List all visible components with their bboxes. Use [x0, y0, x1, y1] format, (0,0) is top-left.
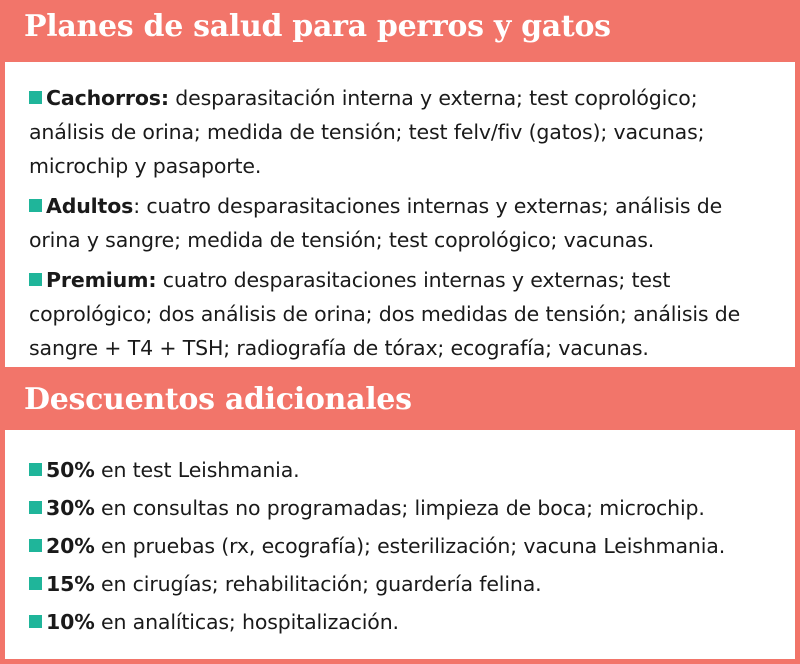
plan-item-cachorros [29, 81, 773, 183]
square-bullet-icon [29, 273, 42, 286]
discount-item [29, 567, 773, 601]
discount-percent: 50% [46, 458, 95, 482]
discount-percent: 30% [46, 496, 95, 520]
square-bullet-icon [29, 463, 42, 476]
discount-percent: 20% [46, 534, 95, 558]
discount-text: en pruebas (rx, ecografía); esterilización; vacuna Leishmania. [94, 534, 726, 558]
plan-text: : cuatro desparasitaciones internas y externas; análisis de orina y sangre; medida de tensión; test coprológico; vacunas. [29, 194, 723, 252]
discount-percent: 15% [46, 572, 95, 596]
discounts-panel [5, 430, 795, 659]
plan-lead: Premium: [46, 268, 157, 292]
square-bullet-icon [29, 199, 42, 212]
discount-text: en cirugías; rehabilitación; guardería felina. [94, 572, 542, 596]
square-bullet-icon [29, 577, 42, 590]
discount-text: en test Leishmania. [94, 458, 300, 482]
plan-lead: Adultos [46, 194, 134, 218]
plan-item-adultos [29, 189, 773, 257]
plans-panel [5, 62, 795, 367]
discount-item [29, 605, 773, 639]
discount-text: en consultas no programadas; limpieza de boca; microchip. [94, 496, 705, 520]
plan-item-premium [29, 263, 773, 365]
square-bullet-icon [29, 501, 42, 514]
plan-text: desparasitación interna y externa; test coprológico; análisis de orina; medida de tensión; test felv/fiv (gatos); vacunas; microchip y pasaporte. [29, 86, 705, 178]
plan-lead: Cachorros: [46, 86, 169, 110]
plans-heading: Planes de salud para perros y gatos [24, 9, 611, 44]
square-bullet-icon [29, 91, 42, 104]
discount-item [29, 491, 773, 525]
discount-item [29, 529, 773, 563]
discount-text: en analíticas; hospitalización. [94, 610, 399, 634]
plan-text: cuatro desparasitaciones internas y externas; test coprológico; dos análisis de orina; dos medidas de tensión; análisis de sangre + T4 + TSH; radiografía de tórax; ecografía; vacunas. [29, 268, 741, 360]
discount-percent: 10% [46, 610, 95, 634]
discounts-heading: Descuentos adicionales [24, 382, 412, 417]
square-bullet-icon [29, 539, 42, 552]
discount-item [29, 453, 773, 487]
square-bullet-icon [29, 615, 42, 628]
